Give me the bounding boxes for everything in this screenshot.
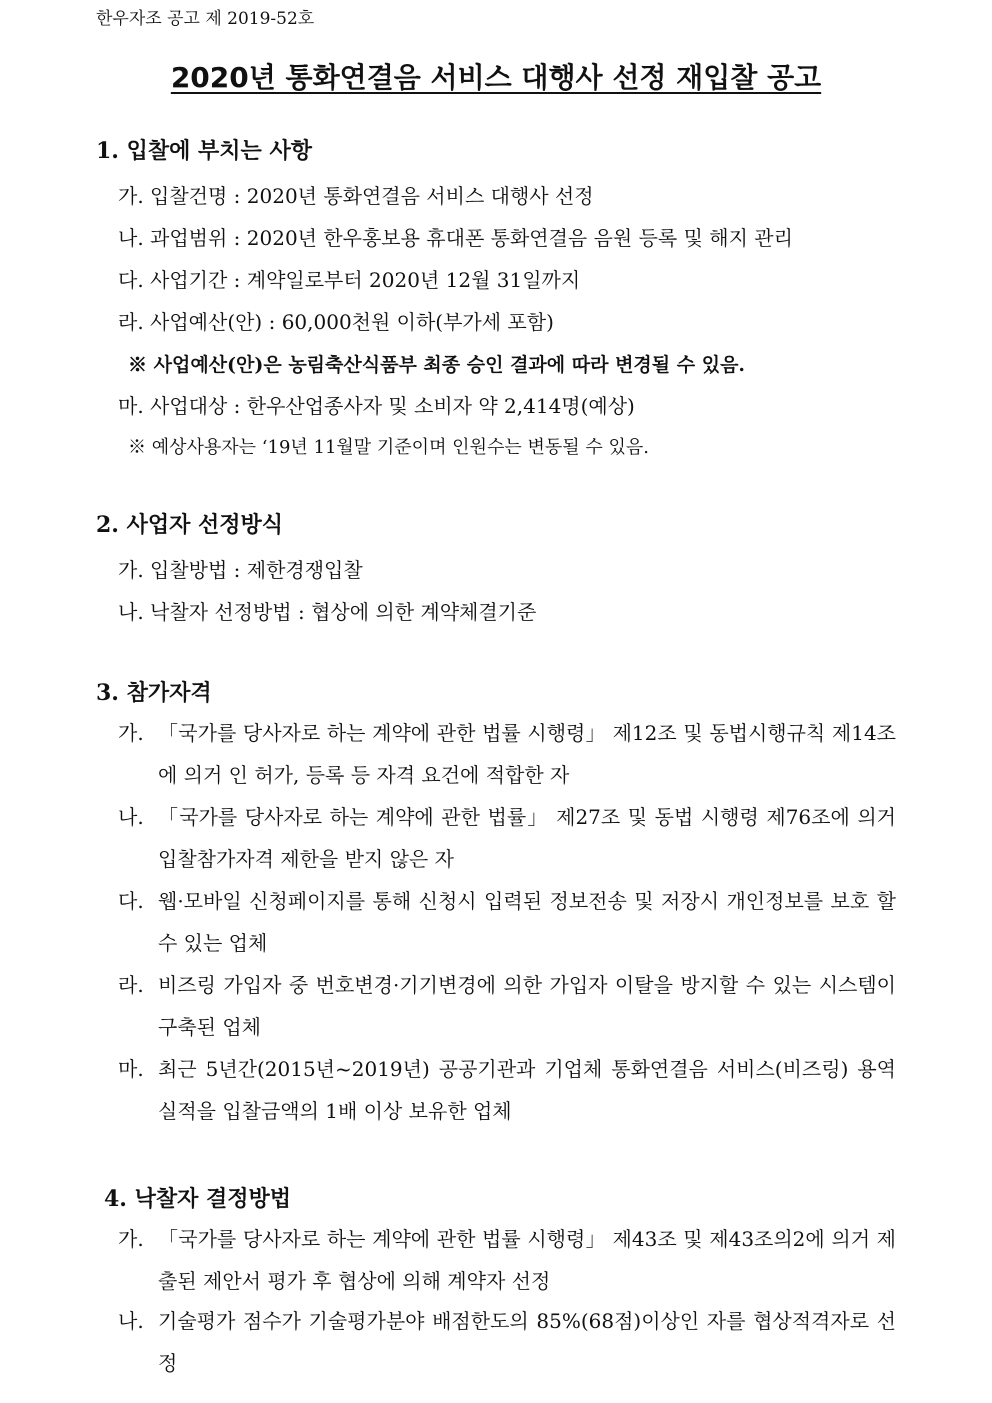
item-marker: 가. [118, 1227, 144, 1251]
item-text: 「국가를 당사자로 하는 계약에 관한 법률 시행령」 제12조 및 동법시행규칙 제14조에 의거 인 허가, 등록 등 자격 요건에 적합한 자 [158, 721, 896, 787]
item-text: 「국가를 당사자로 하는 계약에 관한 법률 시행령」 제43조 및 제43조의2에 의거 제출된 제안서 평가 후 협상에 의해 계약자 선정 [158, 1227, 896, 1293]
section3-item-ga [118, 712, 896, 796]
section-heading-3: 3. 참가자격 [96, 680, 212, 706]
section2-item-ga: 가. 입찰방법 : 제한경쟁입찰 [118, 558, 363, 582]
section2-item-na: 나. 낙찰자 선정방법 : 협상에 의한 계약체결기준 [118, 600, 537, 624]
item-text: 「국가를 당사자로 하는 계약에 관한 법률」 제27조 및 동법 시행령 제76조에 의거 입찰참가자격 제한을 받지 않은 자 [158, 805, 897, 871]
section3-item-ma [118, 1048, 896, 1132]
section4-item-ga [118, 1218, 896, 1302]
section3-item-na [118, 796, 896, 880]
notice-number: 한우자조 공고 제 2019-52호 [96, 9, 315, 29]
page-title: 2020년 통화연결음 서비스 대행사 선정 재입찰 공고 [170, 61, 822, 94]
section4-item-na [118, 1300, 896, 1384]
section-heading-2: 2. 사업자 선정방식 [96, 512, 284, 538]
item-text: 최근 5년간(2015년~2019년) 공공기관과 기업체 통화연결음 서비스(비즈링) 용역실적을 입찰금액의 1배 이상 보유한 업체 [158, 1057, 896, 1123]
item-marker: 마. [118, 1057, 144, 1081]
section-heading-4: 4. 낙찰자 결정방법 [104, 1186, 292, 1212]
item-marker: 나. [118, 1309, 144, 1333]
section1-item-ga: 가. 입찰건명 : 2020년 통화연결음 서비스 대행사 선정 [118, 184, 594, 208]
section3-item-ra [118, 964, 896, 1048]
item-marker: 라. [118, 973, 144, 997]
section1-item-da: 다. 사업기간 : 계약일로부터 2020년 12월 31일까지 [118, 268, 581, 292]
item-text: 웹·모바일 신청페이지를 통해 신청시 입력된 정보전송 및 저장시 개인정보를 보호 할 수 있는 업체 [158, 889, 896, 955]
section-heading-1: 1. 입찰에 부치는 사항 [96, 138, 312, 164]
section1-user-note: ※ 예상사용자는 ‘19년 11월말 기준이며 인원수는 변동될 수 있음. [128, 437, 649, 458]
section1-budget-note: ※ 사업예산(안)은 농림축산식품부 최종 승인 결과에 따라 변경될 수 있음. [128, 354, 746, 376]
item-marker: 가. [118, 721, 144, 745]
item-marker: 다. [118, 889, 144, 913]
section1-item-ma: 마. 사업대상 : 한우산업종사자 및 소비자 약 2,414명(예상) [118, 394, 635, 418]
section1-item-ra: 라. 사업예산(안) : 60,000천원 이하(부가세 포함) [118, 310, 554, 334]
section1-item-na: 나. 과업범위 : 2020년 한우홍보용 휴대폰 통화연결음 음원 등록 및 해지 관리 [118, 226, 793, 250]
section3-item-da [118, 880, 896, 964]
item-text: 기술평가 점수가 기술평가분야 배점한도의 85%(68점)이상인 자를 협상적격자로 선정 [158, 1309, 896, 1375]
item-marker: 나. [118, 805, 144, 829]
item-text: 비즈링 가입자 중 번호변경·기기변경에 의한 가입자 이탈을 방지할 수 있는 시스템이 구축된 업체 [158, 973, 896, 1039]
